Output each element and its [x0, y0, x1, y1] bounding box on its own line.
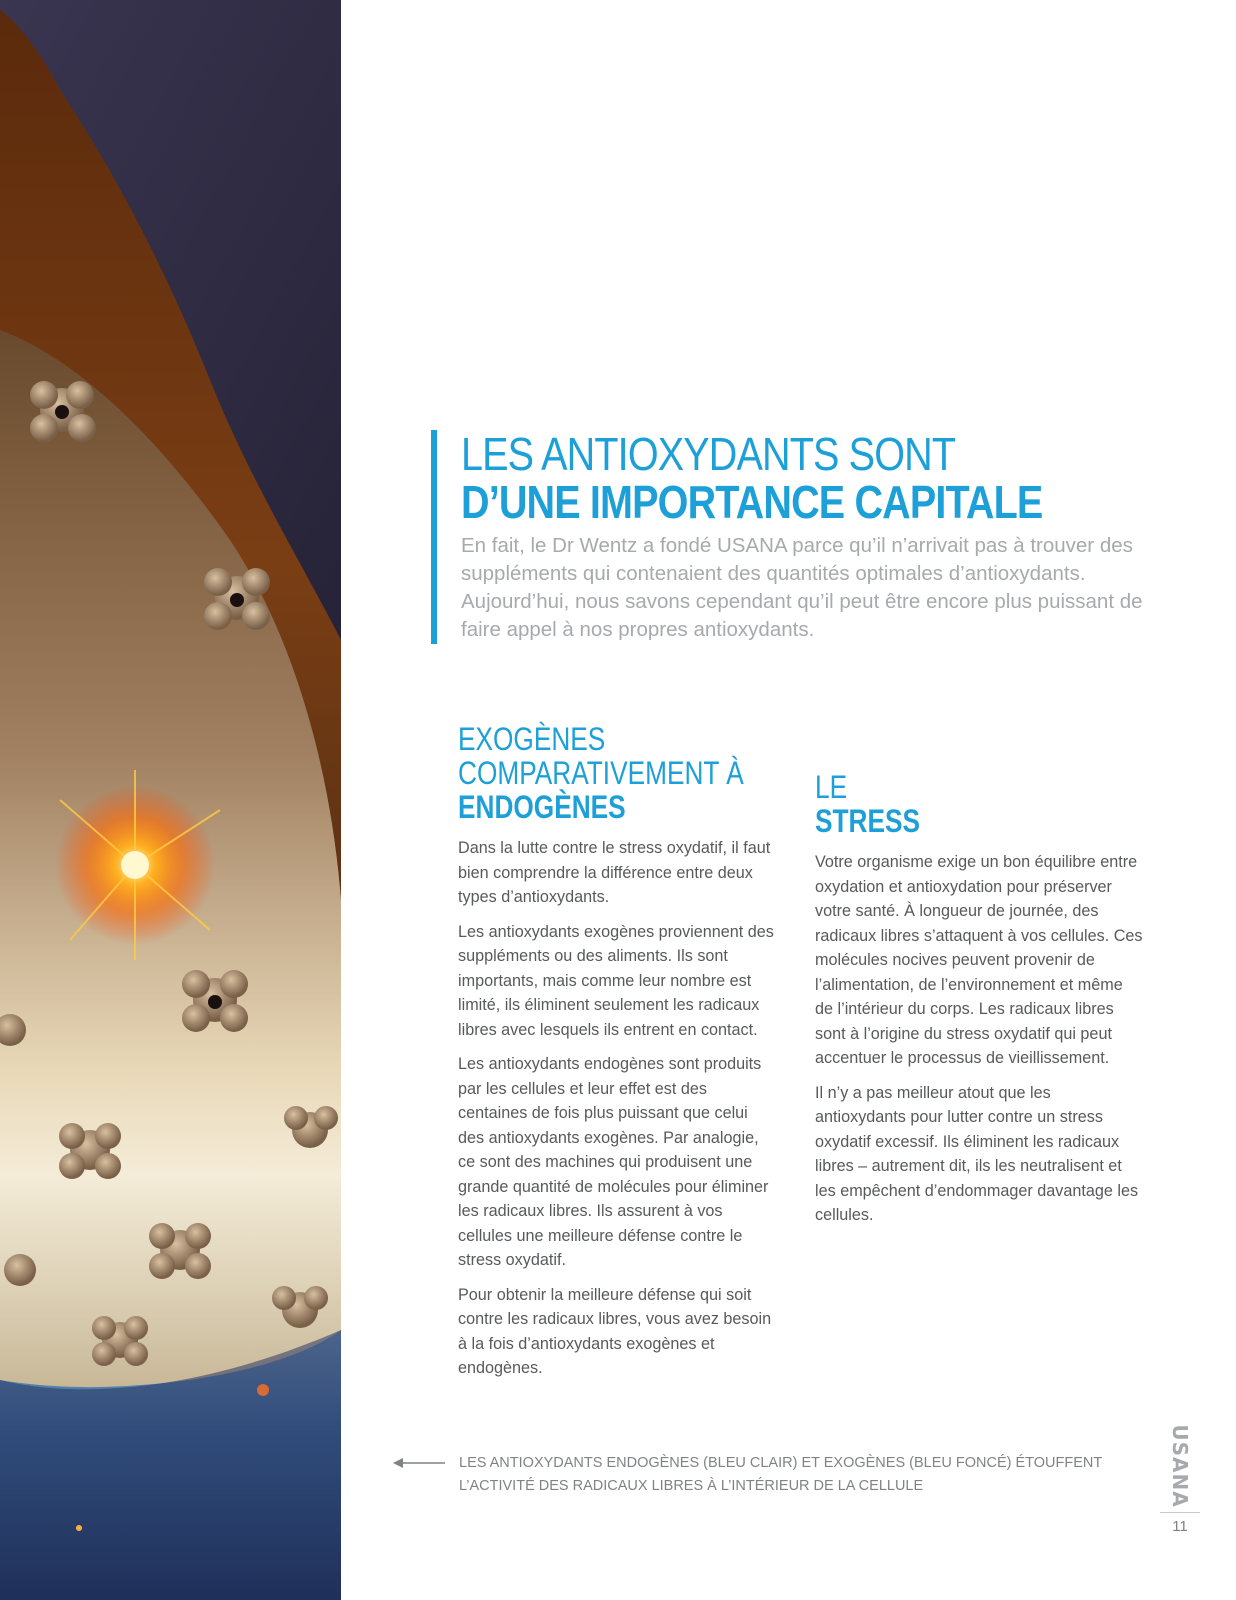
column2-paragraph: Votre organisme exige un bon équilibre entre oxydation et antioxydation pour préserver votre santé. À longueur de journée, des radicaux libres s’attaquent à vos cellules. Ces molécules nocives peuvent provenir de l’alimentation, de l’environnement et même de l’intérieur du corps. Les radicaux libres sont à l’origine du stress oxydatif qui peut accentuer le processus de vieillissement. — [815, 853, 1143, 1067]
headline-line2: D’UNE IMPORTANCE CAPITALE — [461, 476, 1043, 528]
column2-heading-line1: LE — [815, 769, 848, 805]
brand-text: USANA — [1168, 1424, 1192, 1508]
arrow-left-icon — [393, 1457, 445, 1469]
page-number-divider — [1160, 1512, 1200, 1513]
column1-paragraph: Les antioxydants exogènes proviennent des suppléments ou des aliments. Ils sont importants, mais comme leur nombre est limité, ils éliminent seulement les radicaux libres avec lesquels ils entrent en contact. — [458, 922, 774, 1039]
column1-paragraph: Pour obtenir la meilleure défense qui soit contre les radicaux libres, vous avez besoin à la fois d’antioxydants exogènes et endogènes. — [458, 1285, 772, 1377]
cell-illustration — [0, 0, 341, 1600]
page-number: 11 — [1172, 1518, 1188, 1535]
column-exogenes-endogenes — [458, 722, 778, 1391]
column1-heading-line1: EXOGÈNES — [458, 721, 606, 757]
column1-paragraph: Dans la lutte contre le stress oxydatif, il faut bien comprendre la différence entre deux types d’antioxydants. — [458, 839, 771, 906]
column1-heading-line2: COMPARATIVEMENT À — [458, 755, 744, 791]
column-stress — [815, 770, 1145, 1238]
intro-paragraph: En fait, le Dr Wentz a fondé USANA parce qu’il n’arrivait pas à trouver des suppléments qui contenaient des quantités optimales d’antioxydants. Aujourd’hui, nous savons cependant qu’il peut être encore plus puissant de faire appel à nos propres antioxydants. — [461, 534, 1143, 641]
caption-line1: LES ANTIOXYDANTS ENDOGÈNES (BLEU CLAIR) ET EXOGÈNES (BLEU FONCÉ) ÉTOUFFENT — [459, 1455, 1103, 1471]
column2-heading-bold: STRESS — [815, 803, 920, 839]
headline-line1: LES ANTIOXYDANTS SONT — [461, 428, 956, 480]
caption-line2: L’ACTIVITÉ DES RADICAUX LIBRES À L’INTÉRIEUR DE LA CELLULE — [459, 1478, 924, 1494]
column2-paragraph: Il n’y a pas meilleur atout que les antioxydants pour lutter contre un stress oxydatif excessif. Ils éliminent les radicaux libres – autrement dit, ils les neutralisent et les empêchent d’endommager davantage les cellules. — [815, 1083, 1139, 1224]
brand-logo — [1158, 1424, 1202, 1508]
headline-block — [431, 430, 1151, 644]
column1-heading-bold: ENDOGÈNES — [458, 789, 626, 825]
column1-paragraph: Les antioxydants endogènes sont produits par les cellules et leur effet est des centaines de fois plus puissant que celui des antioxydants exogènes. Par analogie, ce sont des machines qui produisent une grande quantité de molécules pour éliminer les radicaux libres. Ils assurent à vos cellules une meilleure défense contre le stress oxydatif. — [458, 1055, 769, 1269]
image-caption — [393, 1452, 1133, 1498]
